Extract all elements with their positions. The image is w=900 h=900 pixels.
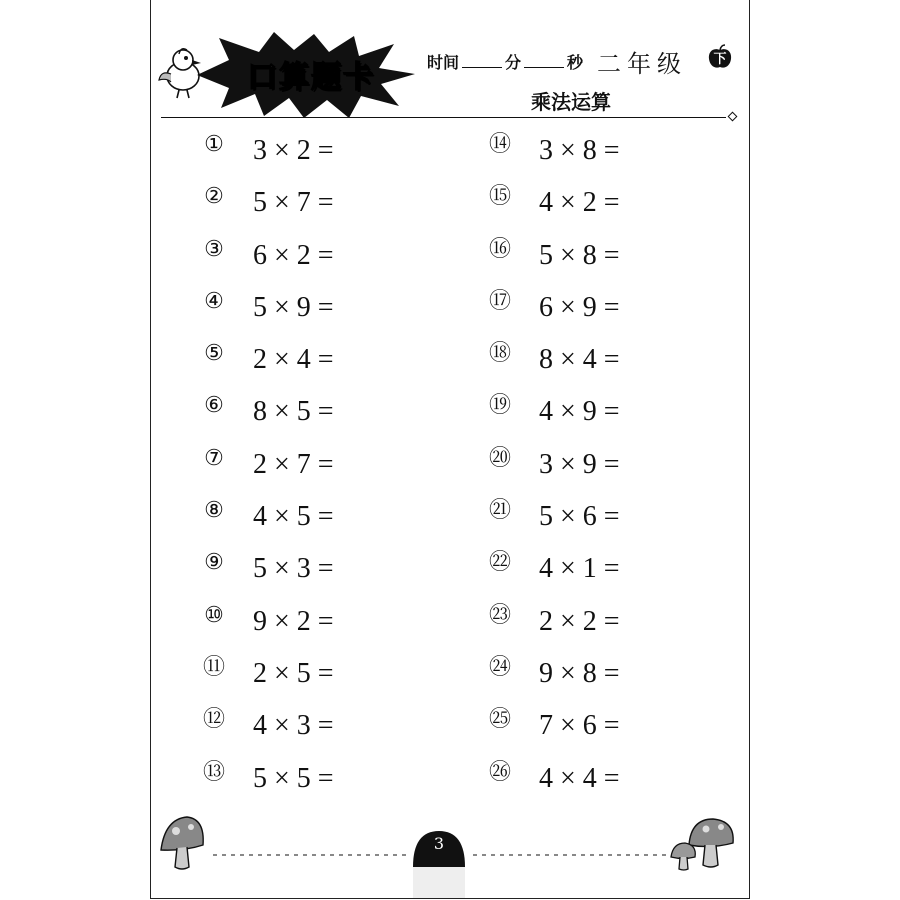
problem-expression: 5 × 7 =	[253, 187, 334, 219]
problem-expression: 5 × 3 =	[253, 553, 334, 585]
problem-expression: 4 × 1 =	[539, 553, 620, 585]
minute-blank	[462, 53, 502, 68]
worksheet-page	[150, 0, 750, 899]
problem-number: ⑬	[203, 759, 226, 785]
problem-number: ㉒	[489, 550, 512, 576]
second-label: 秒	[567, 53, 584, 72]
problem-expression: 2 × 4 =	[253, 344, 334, 376]
problem-expression: 3 × 8 =	[539, 135, 620, 166]
problem-number: ⑦	[204, 445, 224, 471]
problem-number: ⑥	[204, 393, 224, 419]
problem-number: ㉕	[489, 707, 512, 733]
problem-expression: 4 × 2 =	[539, 187, 620, 219]
problem-number: ⑮	[489, 184, 512, 210]
problem-expression: 8 × 5 =	[253, 396, 334, 428]
mushroom-pair-icon	[671, 819, 733, 870]
time-record-line	[427, 50, 583, 73]
problem-expression: 5 × 6 =	[539, 501, 620, 533]
apple-volume-icon	[707, 44, 733, 70]
problem-number: ②	[204, 184, 224, 210]
problem-expression: 5 × 5 =	[253, 762, 334, 794]
problem-number: ⑤	[204, 341, 224, 367]
problem-expression: 6 × 9 =	[539, 291, 620, 323]
problem-number: ㉖	[489, 759, 512, 785]
page-number: 3	[433, 834, 445, 853]
problem-number: ⑰	[489, 288, 512, 314]
mushroom-icon	[161, 817, 203, 869]
problem-expression: 7 × 6 =	[539, 710, 620, 742]
problem-number: ⑭	[489, 132, 512, 157]
problem-expression: 3 × 2 =	[253, 135, 334, 166]
problem-number: ⑪	[203, 654, 226, 680]
problem-expression: 2 × 5 =	[253, 657, 334, 689]
problem-number: ④	[204, 288, 224, 314]
worksheet-subtitle: 乘法运算	[531, 90, 611, 114]
problem-number: ⑫	[203, 707, 226, 733]
problem-number: ㉓	[489, 602, 512, 628]
problem-number: ⑲	[489, 393, 512, 419]
page-title: 口算题卡	[247, 60, 375, 95]
problem-expression: 4 × 9 =	[539, 396, 620, 428]
problem-expression: 9 × 2 =	[253, 605, 334, 637]
second-blank	[524, 53, 564, 68]
divider-diamond-icon	[728, 112, 738, 122]
minute-label: 分	[505, 53, 522, 72]
problem-number: ⑧	[204, 498, 224, 524]
problem-expression: 5 × 8 =	[539, 239, 620, 271]
problem-expression: 3 × 9 =	[539, 448, 620, 480]
volume-label: 下	[713, 52, 727, 67]
problem-expression: 2 × 7 =	[253, 448, 334, 480]
problem-number: ⑱	[489, 341, 512, 367]
problem-expression: 5 × 9 =	[253, 291, 334, 323]
problem-expression: 2 × 2 =	[539, 605, 620, 637]
problem-expression: 8 × 4 =	[539, 344, 620, 376]
problem-number: ㉑	[489, 498, 512, 524]
problem-number: ⑳	[489, 445, 512, 471]
problem-expression: 4 × 4 =	[539, 762, 620, 794]
problem-expression: 9 × 8 =	[539, 657, 620, 689]
grade-label: 二年级	[597, 50, 687, 78]
problem-number: ③	[204, 236, 224, 262]
problem-number: ①	[204, 132, 224, 157]
problem-expression: 4 × 5 =	[253, 501, 334, 533]
header-divider	[161, 117, 726, 118]
problem-expression: 4 × 3 =	[253, 710, 334, 742]
problem-expression: 6 × 2 =	[253, 239, 334, 271]
problem-number: ⑯	[489, 236, 512, 262]
problem-number: ㉔	[489, 654, 512, 680]
problem-number: ⑨	[204, 550, 224, 576]
worksheet-header	[151, 0, 749, 125]
problem-number: ⑩	[204, 602, 224, 628]
time-label: 时间	[427, 53, 460, 72]
